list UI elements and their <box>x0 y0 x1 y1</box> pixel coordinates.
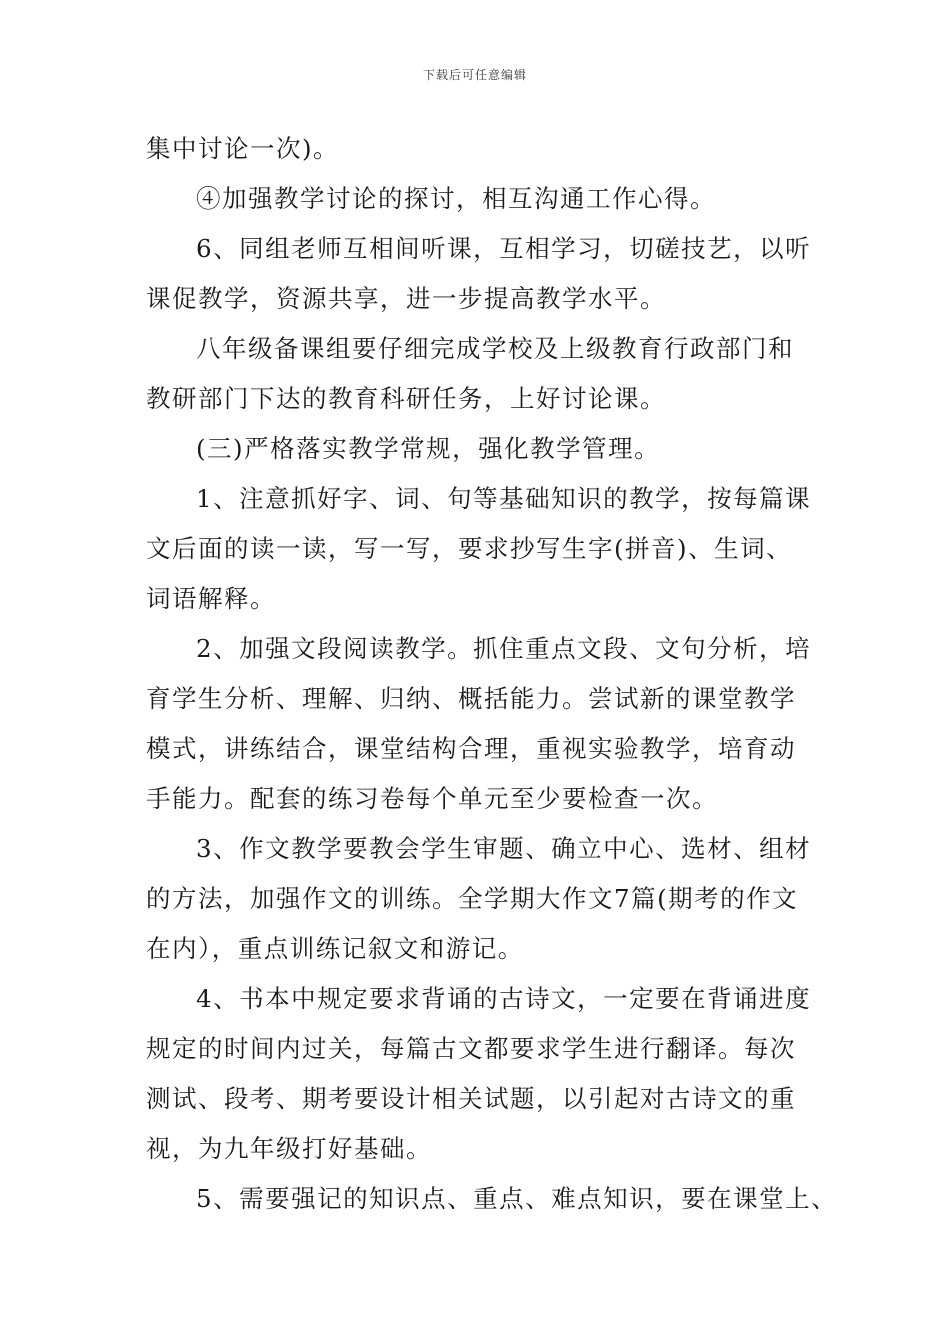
text-line: 测试、段考、期考要设计相关试题，以引起对古诗文的重 <box>146 1084 796 1113</box>
text-line: 3、作文教学要教会学生审题、确立中心、选材、组材 <box>196 834 812 863</box>
paragraph <box>146 824 846 974</box>
paragraph <box>146 324 846 424</box>
text-line: 1、注意抓好字、词、句等基础知识的教学，按每篇课 <box>196 484 812 513</box>
text-line: 的方法，加强作文的训练。全学期大作文7篇(期考的作文 <box>146 884 799 913</box>
text-line: 视，为九年级打好基础。 <box>146 1134 432 1163</box>
paragraph <box>146 124 846 174</box>
text-line: (三)严格落实教学常规，强化教学管理。 <box>196 434 661 463</box>
text-line: 2、加强文段阅读教学。抓住重点文段、文句分析，培 <box>196 634 812 663</box>
text-line: 文后面的读一读，写一写，要求抄写生字(拼音)、生词、 <box>146 534 793 563</box>
section-heading <box>146 424 846 474</box>
text-line: 在内），重点训练记叙文和游记。 <box>146 934 524 963</box>
paragraph <box>146 1174 846 1224</box>
text-line: 八年级备课组要仔细完成学校及上级教育行政部门和 <box>196 334 794 363</box>
text-line: 手能力。配套的练习卷每个单元至少要检查一次。 <box>146 784 718 813</box>
text-line: 教研部门下达的教育科研任务，上好讨论课。 <box>146 384 666 413</box>
text-line: 6、同组老师互相间听课，互相学习，切磋技艺，以听 <box>196 234 812 263</box>
text-line: 课促教学，资源共享，进一步提高教学水平。 <box>146 284 666 313</box>
text-line: ④加强教学讨论的探讨，相互沟通工作心得。 <box>196 184 716 213</box>
paragraph <box>146 974 846 1174</box>
document-body <box>146 124 846 1224</box>
paragraph <box>146 474 846 624</box>
text-line: 育学生分析、理解、归纳、概括能力。尝试新的课堂教学 <box>146 684 796 713</box>
header-note: 下载后可任意编辑 <box>422 68 527 82</box>
text-line: 集中讨论一次)。 <box>146 134 340 163</box>
text-line: 规定的时间内过关，每篇古文都要求学生进行翻译。每次 <box>146 1034 796 1063</box>
paragraph <box>146 224 846 324</box>
text-line: 5、需要强记的知识点、重点、难点知识，要在课堂上、 <box>196 1184 838 1213</box>
paragraph <box>146 174 846 224</box>
paragraph <box>146 624 846 824</box>
text-line: 4、书本中规定要求背诵的古诗文，一定要在背诵进度 <box>196 984 812 1013</box>
text-line: 词语解释。 <box>146 584 276 613</box>
text-line: 模式，讲练结合，课堂结构合理，重视实验教学，培育动 <box>146 734 796 763</box>
